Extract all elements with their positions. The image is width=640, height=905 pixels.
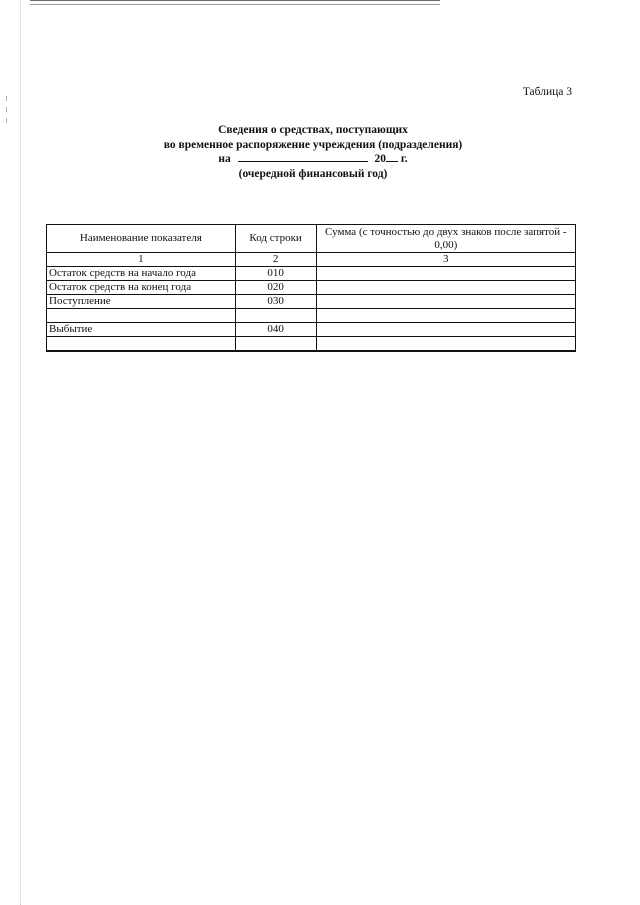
row-name: Остаток средств на конец года — [47, 281, 236, 295]
row-name: Выбытие — [47, 323, 236, 337]
table-row — [47, 323, 576, 337]
row-code: 010 — [235, 267, 316, 281]
column-number: 1 — [47, 253, 236, 267]
table-row — [47, 267, 576, 281]
row-sum-cell[interactable] — [316, 337, 575, 352]
column-number: 3 — [316, 253, 575, 267]
header-sum: Сумма (с точностью до двух знаков после запятой - 0,00) — [316, 225, 575, 253]
column-number-row — [47, 253, 576, 267]
row-sum-cell[interactable] — [316, 309, 575, 323]
row-name: Остаток средств на начало года — [47, 267, 236, 281]
table-header-row — [47, 225, 576, 253]
heading-year-prefix: 20 — [374, 153, 386, 165]
document-heading — [0, 123, 626, 181]
row-code: 040 — [235, 323, 316, 337]
header-indicator-name: Наименование показателя — [47, 225, 236, 253]
heading-date-prefix: на — [218, 153, 231, 165]
heading-year-suffix: г. — [400, 153, 408, 165]
table-label: Таблица 3 — [522, 86, 572, 98]
top-scan-rule — [30, 0, 440, 1]
heading-line-1: Сведения о средствах, поступающих — [218, 124, 408, 136]
row-code: 020 — [235, 281, 316, 295]
header-row-code: Код строки — [235, 225, 316, 253]
row-name — [47, 337, 236, 352]
date-blank-field[interactable] — [238, 152, 368, 162]
row-name: Поступление — [47, 295, 236, 309]
row-code — [235, 337, 316, 352]
row-name — [47, 309, 236, 323]
table-row — [47, 295, 576, 309]
row-code — [235, 309, 316, 323]
column-number: 2 — [235, 253, 316, 267]
heading-line-4: (очередной финансовый год) — [238, 167, 388, 180]
table-row — [47, 337, 576, 352]
heading-line-2: во временное распоряжение учреждения (подразделения) — [163, 138, 463, 151]
left-scan-marks — [6, 96, 8, 126]
top-scan-rule-secondary — [30, 4, 440, 5]
row-sum-cell[interactable] — [316, 281, 575, 295]
row-sum-cell[interactable] — [316, 323, 575, 337]
row-sum-cell[interactable] — [316, 267, 575, 281]
row-code: 030 — [235, 295, 316, 309]
row-sum-cell[interactable] — [316, 295, 575, 309]
table-row — [47, 309, 576, 323]
funds-table — [46, 224, 576, 352]
year-blank-field[interactable] — [386, 152, 398, 162]
heading-line-3 — [0, 152, 626, 167]
table-row — [47, 281, 576, 295]
